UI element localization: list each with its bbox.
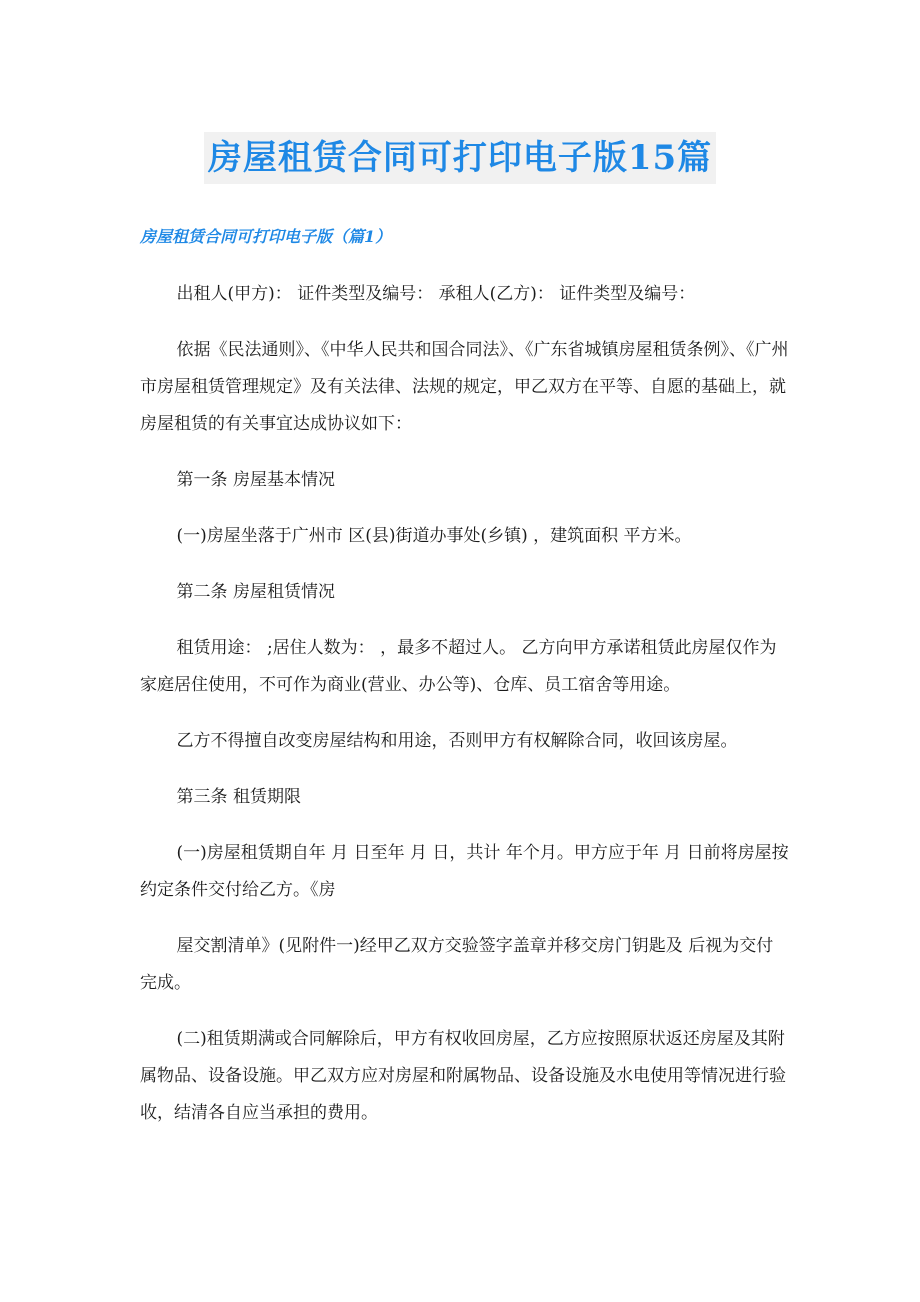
article-2-heading: 第二条 房屋租赁情况 xyxy=(176,582,335,602)
article-3-heading: 第三条 租赁期限 xyxy=(176,787,301,807)
paragraph-lease-end: (二)租赁期满或合同解除后，甲方有权收回房屋，乙方应按照原状返还房屋及其附属物品、设备设施。甲乙双方应对房屋和附属物品、设备设施及水电使用等情况进行验收，结清各自应当承担的费用。 xyxy=(140,1029,786,1123)
document-body xyxy=(140,276,790,1151)
article-1-heading: 第一条 房屋基本情况 xyxy=(176,470,335,490)
paragraph-no-alteration: 乙方不得擅自改变房屋结构和用途，否则甲方有权解除合同，收回该房屋。 xyxy=(176,731,738,751)
paragraph-rental-use: 租赁用途： ;居住人数为： ，最多不超过人。 乙方向甲方承诺租赁此房屋仅作为家庭居住使用，不可作为商业(营业、办公等)、仓库、员工宿舍等用途。 xyxy=(140,638,777,695)
paragraph-parties: 出租人(甲方)： 证件类型及编号： 承租人(乙方)： 证件类型及编号： xyxy=(176,284,696,304)
document-title xyxy=(0,132,920,184)
document-title-text: 房屋租赁合同可打印电子版15篇 xyxy=(204,132,716,184)
paragraph-legal-basis: 依据《民法通则》、《中华人民共和国合同法》、《广东省城镇房屋租赁条例》、《广州市房屋租赁管理规定》及有关法律、法规的规定，甲乙双方在平等、自愿的基础上，就房屋租赁的有关事宜达成协议如下： xyxy=(140,340,789,434)
paragraph-property-location: (一)房屋坐落于广州市 区(县)街道办事处(乡镇) ，建筑面积 平方米。 xyxy=(176,526,692,546)
paragraph-handover: 屋交割清单》(见附件一)经甲乙双方交验签字盖章并移交房门钥匙及 后视为交付完成。 xyxy=(140,936,774,993)
section-title: 房屋租赁合同可打印电子版（篇1） xyxy=(140,227,392,246)
paragraph-lease-term: (一)房屋租赁期自年 月 日至年 月 日，共计 年个月。甲方应于年 月 日前将房屋按约定条件交付给乙方。《房 xyxy=(140,843,789,900)
